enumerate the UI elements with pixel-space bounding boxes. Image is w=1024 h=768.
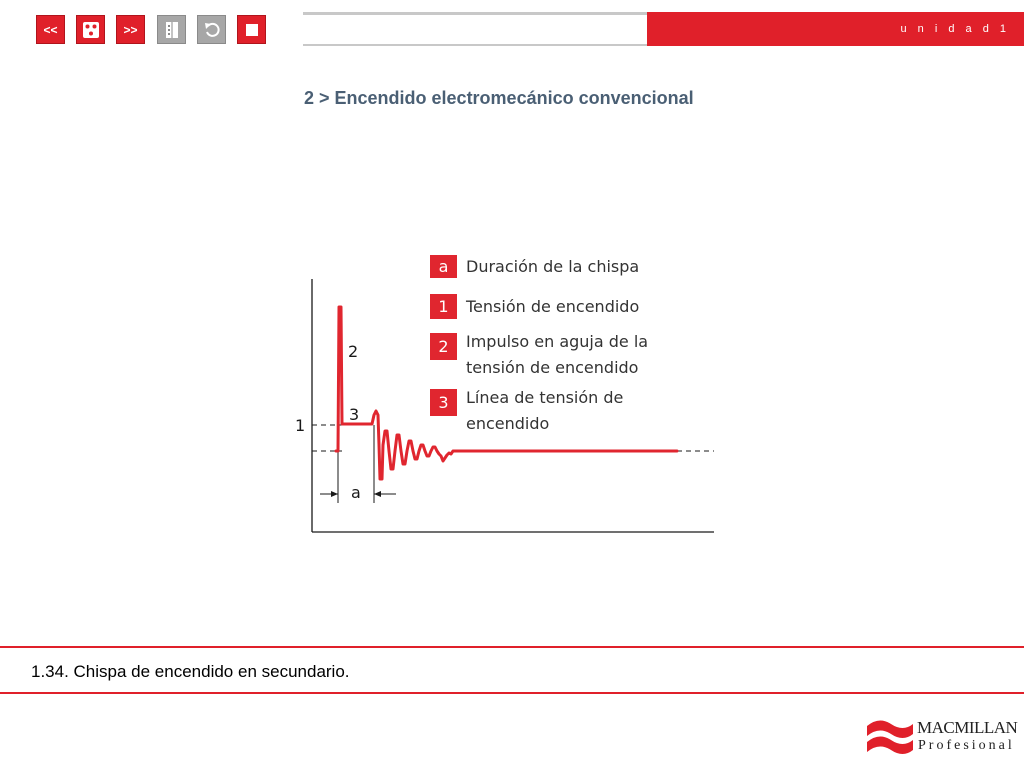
back-button[interactable] [197,15,226,44]
page-title: 2 > Encendido electromecánico convencional [304,88,694,108]
figure-caption: 1.34. Chispa de encendido en secundario. [31,662,350,681]
line-3-label: 3 [349,405,360,424]
stop-button[interactable] [237,15,266,44]
spike-2-label: 2 [348,342,359,361]
legend-text: Línea de tensión de [466,388,624,407]
next-label: >> [123,22,138,37]
dice-icon [82,21,100,39]
brand-subtitle: Profesional [918,738,1015,753]
legend-text: Duración de la chispa [466,257,640,276]
index-icon [164,21,180,39]
stop-icon [245,23,259,37]
level-1-label: 1 [295,416,306,435]
legend-text-line2: encendido [466,414,550,433]
header-rule-bottom [303,44,648,46]
duration-a-label: a [351,483,361,502]
previous-label: << [43,22,58,37]
previous-button[interactable] [36,15,65,44]
next-button[interactable] [116,15,145,44]
macmillan-logo-icon [865,714,915,756]
legend-text-line2: tensión de encendido [466,358,639,377]
caption-rule-top [0,646,1024,648]
legend-key: 1 [438,297,449,316]
home-button[interactable] [76,15,105,44]
header-bar [647,12,1024,46]
duration-arrowhead-left [331,491,338,497]
legend-item-3 [430,388,623,433]
undo-icon [203,21,221,39]
legend-key: 3 [438,393,449,412]
legend-item-1 [430,294,639,319]
brand-name: MACMILLAN [917,718,1018,737]
legend-text: Tensión de encendido [466,297,640,316]
legend-item-a [430,255,639,278]
unit-label: u n i d a d 1 [900,23,1010,35]
legend-key: a [438,257,449,276]
legend-item-2 [430,332,648,377]
header-rule-top [303,12,648,15]
index-button[interactable] [157,15,186,44]
caption-rule-bottom [0,692,1024,694]
legend-text: Impulso en aguja de la [466,332,649,351]
duration-arrowhead-right [374,491,381,497]
legend-key: 2 [438,337,449,356]
spark-diagram [292,245,722,540]
